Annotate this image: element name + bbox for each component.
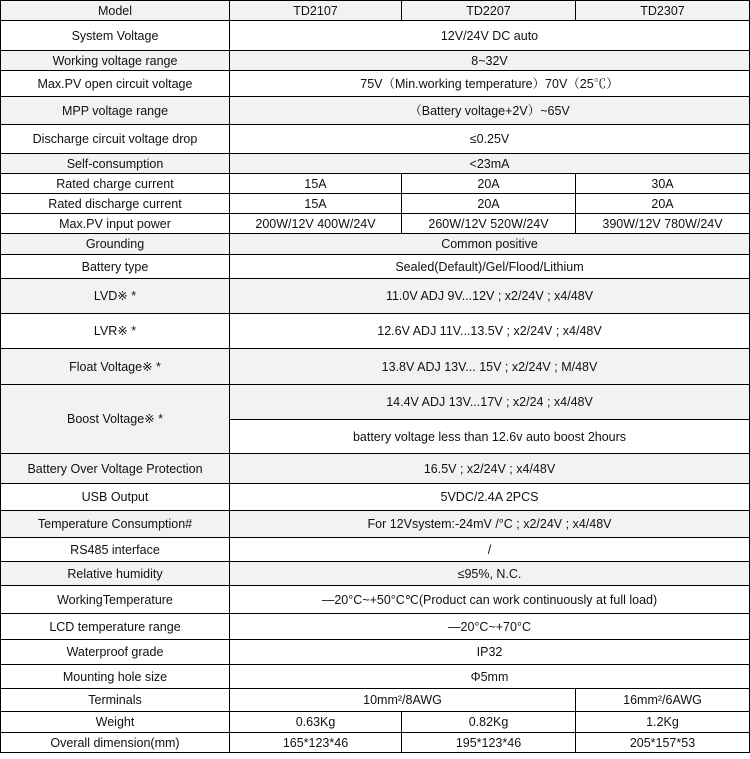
td2107-value: 165*123*46 <box>230 733 402 753</box>
row-float-voltage <box>1 349 750 385</box>
td2307-value: 16mm²/6AWG <box>576 689 750 712</box>
td2107-value: 0.63Kg <box>230 712 402 733</box>
row-note: battery voltage less than 12.6v auto boost 2hours <box>230 420 750 454</box>
model-td2307: TD2307 <box>576 1 750 21</box>
row-label: WorkingTemperature <box>1 586 230 614</box>
td2307-value: 20A <box>576 194 750 214</box>
row-label: Waterproof grade <box>1 640 230 665</box>
row-battery-type <box>1 255 750 279</box>
row-waterproof-grade <box>1 640 750 665</box>
row-max-pv-input-power <box>1 214 750 234</box>
row-overall-dimension <box>1 733 750 753</box>
row-boost-voltage <box>1 385 750 420</box>
row-value: <23mA <box>230 154 750 174</box>
row-label: Max.PV open circuit voltage <box>1 71 230 97</box>
row-value: （Battery voltage+2V）~65V <box>230 97 750 125</box>
model-td2207: TD2207 <box>402 1 576 21</box>
row-value: 14.4V ADJ 13V...17V ; x2/24 ; x4/48V <box>230 385 750 420</box>
row-grounding <box>1 234 750 255</box>
row-value: 16.5V ; x2/24V ; x4/48V <box>230 454 750 484</box>
row-self-consumption <box>1 154 750 174</box>
row-value: —20°C~+50°C℃(Product can work continuously at full load) <box>230 586 750 614</box>
row-usb-output <box>1 484 750 511</box>
model-td2107: TD2107 <box>230 1 402 21</box>
row-value: / <box>230 538 750 562</box>
row-rated-discharge-current <box>1 194 750 214</box>
td2307-value: 1.2Kg <box>576 712 750 733</box>
row-rs485-interface <box>1 538 750 562</box>
row-label: MPP voltage range <box>1 97 230 125</box>
row-value: IP32 <box>230 640 750 665</box>
row-rated-charge-current <box>1 174 750 194</box>
row-label: Float Voltage※ * <box>1 349 230 385</box>
row-label: LVR※ * <box>1 314 230 349</box>
row-label: Relative humidity <box>1 562 230 586</box>
row-label: Overall dimension(mm) <box>1 733 230 753</box>
row-value: 75V（Min.working temperature）70V（25℃） <box>230 71 750 97</box>
row-label: System Voltage <box>1 21 230 51</box>
row-value: 12V/24V DC auto <box>230 21 750 51</box>
row-label: Temperature Consumption# <box>1 511 230 538</box>
row-label: RS485 interface <box>1 538 230 562</box>
row-temperature-consumption <box>1 511 750 538</box>
row-mpp-voltage-range <box>1 97 750 125</box>
td2307-value: 390W/12V 780W/24V <box>576 214 750 234</box>
row-value: —20°C~+70°C <box>230 614 750 640</box>
row-value: 11.0V ADJ 9V...12V ; x2/24V ; x4/48V <box>230 279 750 314</box>
row-max-pv-open-circuit-voltage <box>1 71 750 97</box>
td2307-value: 205*157*53 <box>576 733 750 753</box>
row-lvr <box>1 314 750 349</box>
row-working-voltage-range <box>1 51 750 71</box>
row-label: Battery type <box>1 255 230 279</box>
row-value: 13.8V ADJ 13V... 15V ; x2/24V ; M/48V <box>230 349 750 385</box>
row-value: ≤0.25V <box>230 125 750 154</box>
td2207-value: 20A <box>402 194 576 214</box>
row-value: ≤95%, N.C. <box>230 562 750 586</box>
row-relative-humidity <box>1 562 750 586</box>
model-header: Model <box>1 1 230 21</box>
row-terminals <box>1 689 750 712</box>
row-weight <box>1 712 750 733</box>
row-lvd <box>1 279 750 314</box>
row-value: 5VDC/2.4A 2PCS <box>230 484 750 511</box>
row-mounting-hole-size <box>1 665 750 689</box>
row-label: Grounding <box>1 234 230 255</box>
row-working-temperature <box>1 586 750 614</box>
row-label: USB Output <box>1 484 230 511</box>
row-discharge-circuit-voltage-drop <box>1 125 750 154</box>
td2107-value: 15A <box>230 174 402 194</box>
td2207-value: 260W/12V 520W/24V <box>402 214 576 234</box>
row-lcd-temperature-range <box>1 614 750 640</box>
row-label: Rated discharge current <box>1 194 230 214</box>
row-label: LVD※ * <box>1 279 230 314</box>
td2107-td2207-value: 10mm²/8AWG <box>230 689 576 712</box>
header-row <box>1 1 750 21</box>
row-battery-over-voltage-protection <box>1 454 750 484</box>
row-value: 8~32V <box>230 51 750 71</box>
row-label: LCD temperature range <box>1 614 230 640</box>
row-value: Common positive <box>230 234 750 255</box>
td2307-value: 30A <box>576 174 750 194</box>
td2207-value: 0.82Kg <box>402 712 576 733</box>
row-label: Rated charge current <box>1 174 230 194</box>
row-label: Self-consumption <box>1 154 230 174</box>
row-label: Max.PV input power <box>1 214 230 234</box>
row-value: Φ5mm <box>230 665 750 689</box>
row-label: Boost Voltage※ * <box>1 385 230 454</box>
row-value: For 12Vsystem:-24mV /°C ; x2/24V ; x4/48V <box>230 511 750 538</box>
row-value: 12.6V ADJ 11V...13.5V ; x2/24V ; x4/48V <box>230 314 750 349</box>
row-label: Mounting hole size <box>1 665 230 689</box>
td2107-value: 15A <box>230 194 402 214</box>
row-system-voltage <box>1 21 750 51</box>
row-label: Working voltage range <box>1 51 230 71</box>
row-label: Discharge circuit voltage drop <box>1 125 230 154</box>
row-label: Battery Over Voltage Protection <box>1 454 230 484</box>
row-label: Terminals <box>1 689 230 712</box>
row-value: Sealed(Default)/Gel/Flood/Lithium <box>230 255 750 279</box>
row-label: Weight <box>1 712 230 733</box>
td2107-value: 200W/12V 400W/24V <box>230 214 402 234</box>
td2207-value: 195*123*46 <box>402 733 576 753</box>
td2207-value: 20A <box>402 174 576 194</box>
